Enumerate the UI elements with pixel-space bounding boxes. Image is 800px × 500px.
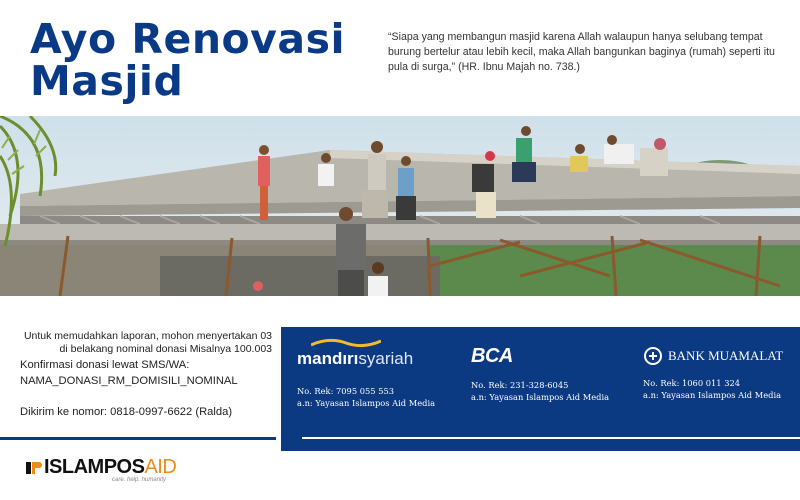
hadith-quote: “Siapa yang membangun masjid karena Allah walaupun hanya selubang tempat burung bertelur atau lebih kecil, maka Allah bangunkan baginya (rumah) seperti itu pula di surga,” (HR. Ibnu Majah no. 738.) bbox=[388, 31, 775, 73]
brand-name-main: ISLAMPOS bbox=[44, 456, 145, 478]
headline-line1: Ayo Renovasi bbox=[30, 15, 346, 63]
bank-account-holder: a.n: Yayasan Islampos Aid Media bbox=[297, 398, 436, 408]
bank-accounts-panel bbox=[281, 327, 800, 451]
divider bbox=[0, 437, 276, 440]
muamalat-logo-icon: BANK MUAMALAT bbox=[643, 345, 783, 367]
brand-tagline: care. help. humanity bbox=[112, 477, 167, 483]
confirm-label: Konfirmasi donasi lewat SMS/WA: bbox=[20, 359, 190, 371]
headline-line2: Masjid bbox=[30, 57, 184, 105]
islampos-aid-logo bbox=[26, 456, 176, 483]
bank-mandiri bbox=[297, 345, 435, 409]
bank-account-holder: a.n: Yayasan Islampos Aid Media bbox=[643, 390, 782, 400]
bank-account-number: No. Rek: 1060 011 324 bbox=[643, 378, 741, 388]
bank-muamalat bbox=[643, 345, 783, 401]
send-to-number: Dikirim ke nomor: 0818-0997-6622 (Ralda) bbox=[20, 406, 233, 418]
mandiri-logo-icon: mandırısyariah bbox=[297, 349, 435, 371]
donation-info bbox=[20, 330, 272, 418]
panel-divider bbox=[302, 437, 800, 439]
bank-bca bbox=[471, 345, 609, 403]
brand-icon bbox=[26, 460, 42, 476]
donation-note: Untuk memudahkan laporan, mohon menyertakan 03 di belakang nominal donasi Misalnya 100.003 bbox=[23, 330, 272, 355]
headline bbox=[30, 15, 346, 105]
brand-name-accent: AID bbox=[144, 456, 177, 478]
bank-account-number: No. Rek: 231-328-6045 bbox=[471, 380, 569, 390]
bank-account-holder: a.n: Yayasan Islampos Aid Media bbox=[471, 392, 610, 402]
confirm-format: NAMA_DONASI_RM_DOMISILI_NOMINAL bbox=[20, 375, 238, 387]
mosque-renovation-photo bbox=[0, 116, 800, 296]
bca-logo-icon: BCA bbox=[471, 345, 513, 367]
bank-account-number: No. Rek: 7095 055 553 bbox=[297, 386, 395, 396]
